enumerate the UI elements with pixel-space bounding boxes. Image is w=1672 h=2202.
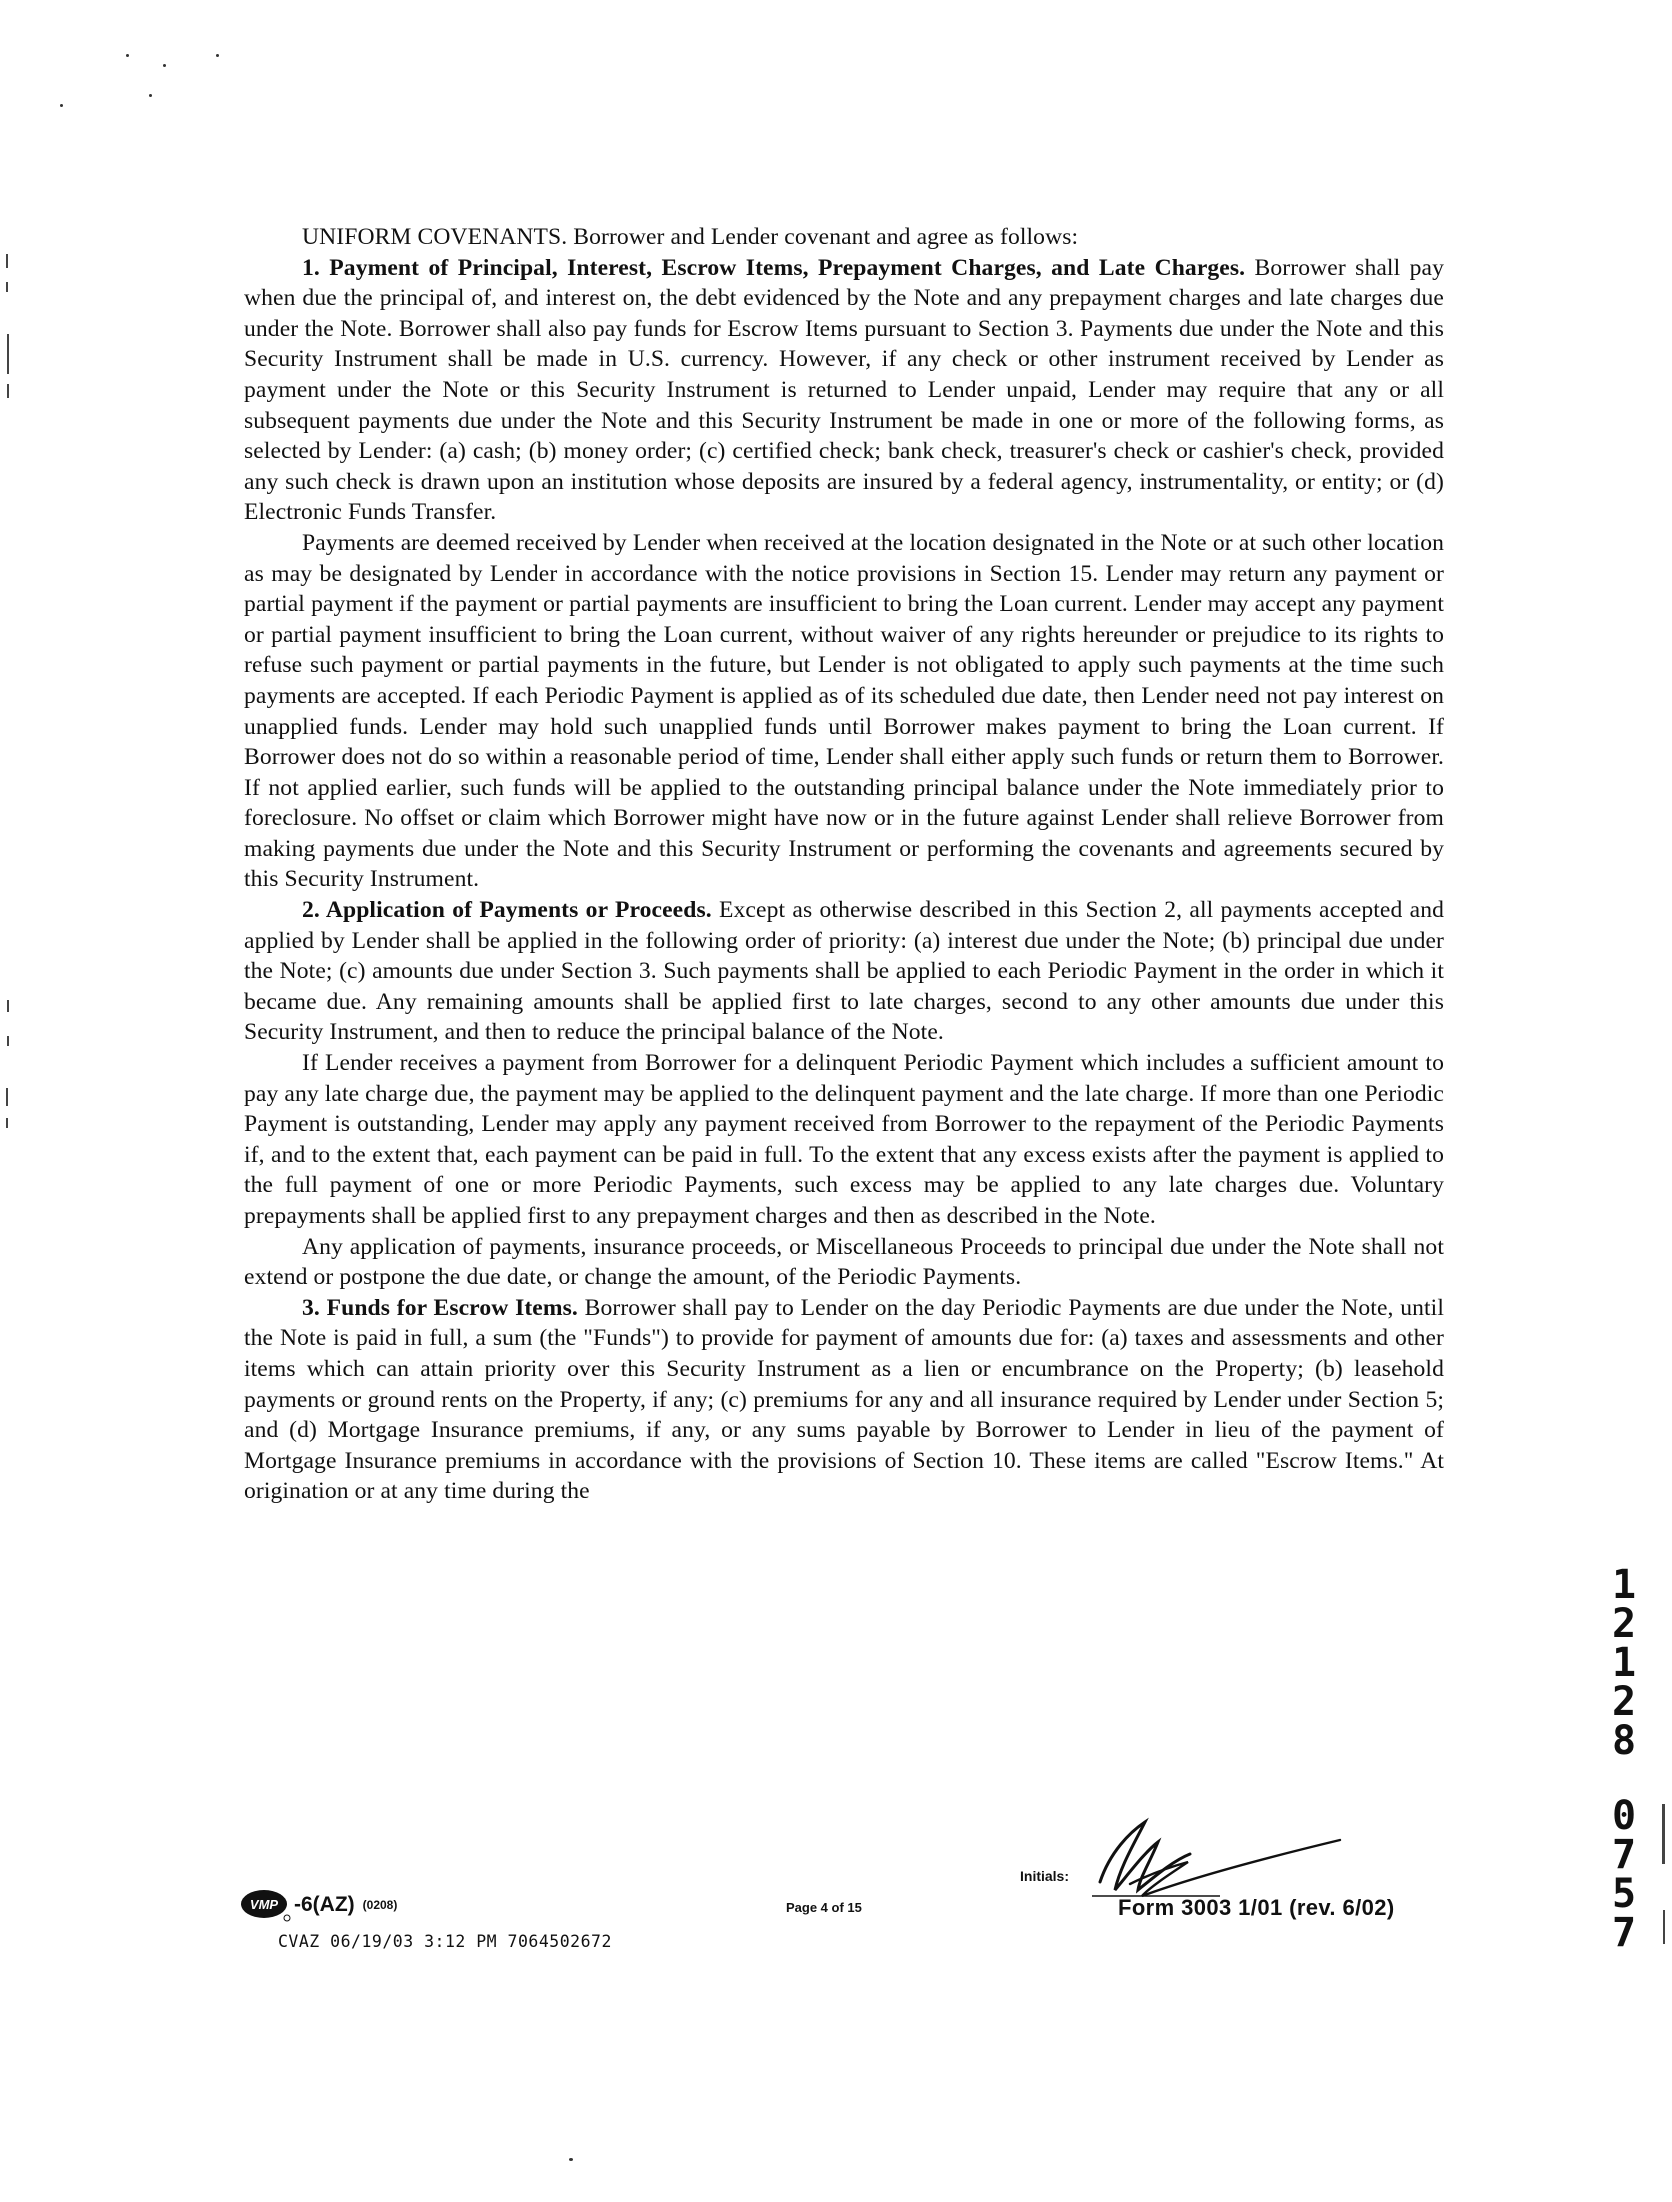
initials-signature <box>1090 1812 1350 1902</box>
margin-mark <box>6 282 8 292</box>
margin-mark <box>6 1088 8 1106</box>
scan-speck <box>163 64 166 67</box>
page-number: Page 4 of 15 <box>786 1900 862 1915</box>
paragraph-heading: 1. Payment of Principal, Interest, Escrow Items, Prepayment Charges, and Late Charges. <box>302 254 1246 281</box>
stamp-digit: 1 <box>1611 1640 1637 1686</box>
paragraph-section-2 <box>244 895 1444 1048</box>
stamp-digit: 2 <box>1611 1679 1637 1725</box>
scan-speck <box>569 2158 573 2161</box>
stamp-digit: 8 <box>1611 1718 1637 1764</box>
paragraph-text: Any application of payments, insurance proceeds, or Miscellaneous Proceeds to principal due under the Note shall not extend or postpone the due date, or change the amount, of the Periodic Payments. <box>244 1233 1444 1291</box>
paragraph-text: Borrower shall pay when due the principal of, and interest on, the debt evidenced by the Note and any prepayment charges and late charges due under the Note. Borrower shall also pay funds for Escrow Items pursuant to Section 3. Payments due under the Note and this Security Instrument shall be made in U.S. currency. However, if any check or other instrument received by Lender as payment under the Note or this Security Instrument is returned to Lender unpaid, Lender may require that any or all subsequent payments due under the Note and this Security Instrument be made in one or more of the following forms, as selected by Lender: (a) cash; (b) money order; (c) certified check; bank check, treasurer's check or cashier's check, provided any such check is drawn upon an institution whose deposits are insured by a federal agency, instrumentality, or entity; or (d) Electronic Funds Transfer. <box>244 254 1444 526</box>
scan-speck <box>216 54 219 57</box>
margin-mark <box>6 1118 8 1128</box>
stamp-digit: 0 <box>1611 1793 1637 1839</box>
form-identifier: Form 3003 1/01 (rev. 6/02) <box>1118 1895 1395 1920</box>
paragraph-text: If Lender receives a payment from Borrower for a delinquent Periodic Payment which includes a sufficient amount to pay any late charge due, the payment may be applied to the delinquent payment and the late charge. If more than one Periodic Payment is outstanding, Lender may apply any payment received from Borrower to the repayment of the Periodic Payments if, and to the extent that, each payment can be paid in full. To the extent that any excess exists after the payment is applied to the full payment of one or more Periodic Payments, such excess may be applied to any late charges due. Voluntary prepayments shall be applied first to any prepayment charges and then as described in the Note. <box>244 1050 1444 1229</box>
paragraph-heading: 2. Application of Payments or Proceeds. <box>302 897 712 924</box>
stamp-digit: 5 <box>1611 1871 1637 1917</box>
covenants-text <box>244 222 1444 1507</box>
scan-speck <box>149 94 152 97</box>
scan-speck <box>126 54 129 57</box>
footer-form-info <box>240 1888 612 1951</box>
stamp-digit: 2 <box>1611 1601 1637 1647</box>
stamp-digit: 1 <box>1611 1562 1637 1608</box>
margin-mark <box>6 254 8 268</box>
margin-mark <box>7 334 9 374</box>
form-code: -6(AZ) <box>294 1893 355 1916</box>
paragraph-heading: 3. Funds for Escrow Items. <box>302 1294 578 1321</box>
stamp-gap <box>1604 1761 1644 1797</box>
paragraph-text: Payments are deemed received by Lender when received at the location designated in the Note or at such other location as may be designated by Lender in accordance with the notice provisions in Section 15. Lender may return any payment or partial payment if the payment or partial payments are insufficient to bring the Loan current. Lender may accept any payment or partial payment insufficient to bring the Loan current, without waiver of any rights hereunder or prejudice to its rights to refuse such payment or partial payments in the future, but Lender is not obligated to apply such payments at the time such payments are accepted. If each Periodic Payment is applied as of its scheduled due date, then Lender need not pay interest on unapplied funds. Lender may hold such unapplied funds until Borrower makes payment to bring the Loan current. If Borrower does not do so within a reasonable period of time, Lender shall either apply such funds or return them to Borrower. If not applied earlier, such funds will be applied to the outstanding principal balance under the Note immediately prior to foreclosure. No offset or claim which Borrower might have now or in the future against Lender shall relieve Borrower from making payments due under the Note and this Security Instrument or performing the covenants and agreements secured by this Security Instrument. <box>244 529 1444 893</box>
margin-mark <box>7 1036 9 1046</box>
paragraph-text: UNIFORM COVENANTS. Borrower and Lender covenant and agree as follows: <box>302 224 1079 250</box>
paragraph-section-1 <box>244 253 1444 528</box>
paragraph-text: Except as otherwise described in this Section 2, all payments accepted and applied by Lender shall be applied in the following order of priority: (a) interest due under the Note; (b) principal due under the Note; (c) amounts due under Section 3. Such payments shall be applied to each Periodic Payment in the order in which it became due. Any remaining amounts shall be applied first to late charges, second to any other amounts due under this Security Instrument, and then to reduce the principal balance of the Note. <box>244 897 1444 1046</box>
vmp-logo-icon <box>240 1888 292 1922</box>
paragraph-delinquent-payment <box>244 1048 1444 1232</box>
vmp-logo-text: VMP <box>249 1897 279 1912</box>
margin-mark <box>7 384 9 398</box>
document-stamp: CVAZ 06/19/03 3:12 PM 7064502672 <box>278 1932 612 1951</box>
stamp-digit: 7 <box>1611 1832 1637 1878</box>
recording-number-stamp <box>1604 1562 1644 1956</box>
paragraph-payments-received <box>244 528 1444 895</box>
margin-mark <box>1662 1804 1665 1864</box>
form-logo-row <box>240 1888 612 1922</box>
scan-speck <box>60 104 63 107</box>
paragraph-intro <box>244 222 1444 253</box>
paragraph-section-3 <box>244 1293 1444 1507</box>
stamp-digit: 7 <box>1611 1910 1637 1956</box>
form-date: (0208) <box>362 1898 398 1912</box>
margin-mark <box>1663 1910 1665 1944</box>
initials-label: Initials: <box>1020 1868 1070 1884</box>
margin-mark <box>7 1000 9 1012</box>
paragraph-text: Borrower shall pay to Lender on the day Periodic Payments are due under the Note, until the Note is paid in full, a sum (the "Funds") to provide for payment of amounts due for: (a) taxes and assessments and other items which can attain priority over this Security Instrument as a lien or encumbrance on the Property; (b) leasehold payments or ground rents on the Property, if any; (c) premiums for any and all insurance required by Lender under Section 5; and (d) Mortgage Insurance premiums, if any, or any sums payable by Borrower to Lender in lieu of the payment of Mortgage Insurance premiums in accordance with the provisions of Section 10. These items are called "Escrow Items." At origination or at any time during the <box>244 1294 1444 1505</box>
paragraph-application <box>244 1232 1444 1293</box>
